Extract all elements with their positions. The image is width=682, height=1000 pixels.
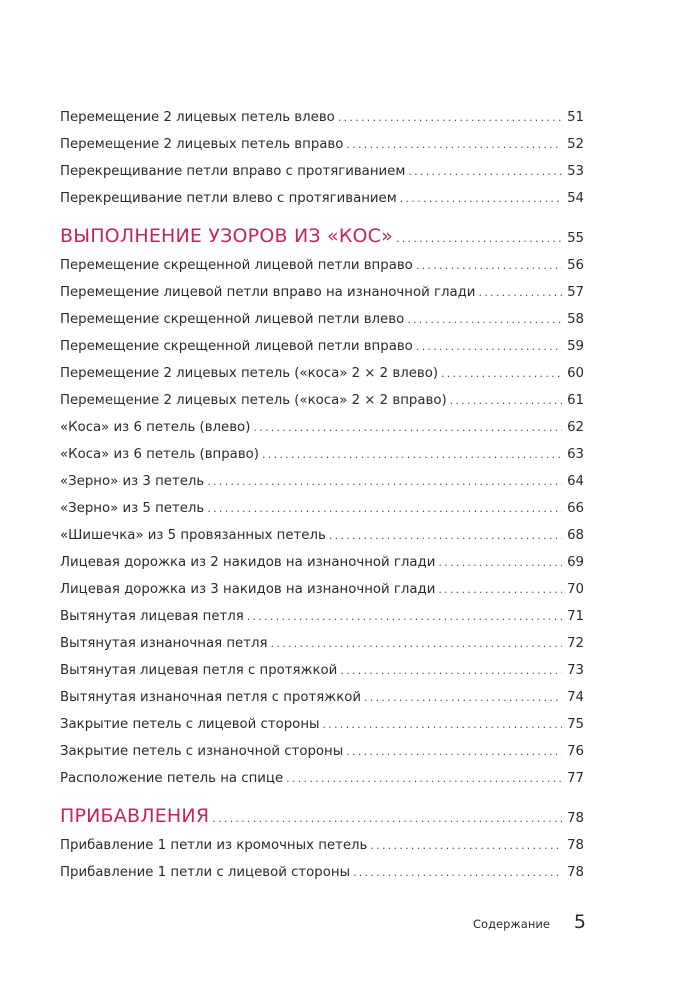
toc-entry <box>60 576 584 603</box>
toc-entry <box>60 252 584 279</box>
toc-page-number: 59 <box>567 339 584 354</box>
toc-page-number: 61 <box>567 393 584 408</box>
toc-entry-title: Перемещение скрещенной лицевой петли влево <box>60 312 405 327</box>
dot-leader <box>340 657 562 684</box>
toc-entry-title: «Коса» из 6 петель (вправо) <box>60 447 259 462</box>
toc-entry <box>60 859 584 886</box>
dot-leader <box>270 630 562 657</box>
toc-entry-title: Вытянутая лицевая петля с протяжкой <box>60 663 338 678</box>
toc-entry-title: Прибавление 1 петли с лицевой стороны <box>60 865 351 880</box>
toc-entry <box>60 495 584 522</box>
toc-entry <box>60 657 584 684</box>
toc-page-number: 56 <box>567 258 584 273</box>
toc-section-title: ВЫПОЛНЕНИЕ УЗОРОВ ИЗ «КОС» <box>60 225 393 247</box>
toc-entry-title: Расположение петель на спице <box>60 771 284 786</box>
toc-entry <box>60 185 584 212</box>
toc-entry-title: «Зерно» из 5 петель <box>60 501 205 516</box>
toc-entry-title: Закрытие петель с изнаночной стороны <box>60 744 344 759</box>
toc-page-number: 69 <box>567 555 584 570</box>
toc-page-number: 51 <box>567 110 584 125</box>
toc-section-heading <box>60 800 584 832</box>
dot-leader <box>416 333 562 360</box>
page-footer <box>473 911 586 933</box>
toc-entry <box>60 522 584 549</box>
toc-entry-title: Лицевая дорожка из 2 накидов на изнаночной глади <box>60 555 436 570</box>
toc-entry <box>60 630 584 657</box>
dot-leader <box>247 603 562 630</box>
toc-entry-title: Закрытие петель с лицевой стороны <box>60 717 320 732</box>
dot-leader <box>286 765 562 792</box>
dot-leader <box>438 549 562 576</box>
toc-entry <box>60 603 584 630</box>
toc-entry-title: Перекрещивание петли влево с протягиванием <box>60 191 397 206</box>
toc-page-number: 66 <box>567 501 584 516</box>
toc-page-number: 76 <box>567 744 584 759</box>
toc-page-number: 78 <box>567 838 584 853</box>
toc-entry <box>60 441 584 468</box>
dot-leader <box>478 279 562 306</box>
toc-entry <box>60 360 584 387</box>
toc-entry <box>60 549 584 576</box>
toc-entry <box>60 765 584 792</box>
toc-entry <box>60 306 584 333</box>
toc-page-number: 64 <box>567 474 584 489</box>
page-number: 5 <box>573 911 586 933</box>
dot-leader <box>407 306 562 333</box>
dot-leader <box>207 468 562 495</box>
toc-entry <box>60 468 584 495</box>
toc-entry <box>60 131 584 158</box>
dot-leader <box>441 360 562 387</box>
dot-leader <box>346 738 562 765</box>
dot-leader <box>207 495 562 522</box>
toc-entry-title: Перекрещивание петли вправо с протягиванием <box>60 164 406 179</box>
toc-page-number: 60 <box>567 366 584 381</box>
toc-page-number: 78 <box>567 865 584 880</box>
toc-entry-title: «Шишечка» из 5 провязанных петель <box>60 528 326 543</box>
toc-entry-title: Вытянутая изнаночная петля с протяжкой <box>60 690 362 705</box>
toc-entry <box>60 158 584 185</box>
toc-entry-title: Вытянутая изнаночная петля <box>60 636 268 651</box>
toc-page-number: 72 <box>567 636 584 651</box>
toc-page-number: 68 <box>567 528 584 543</box>
dot-leader <box>262 441 562 468</box>
toc-page-number: 71 <box>567 609 584 624</box>
toc-page-number: 73 <box>567 663 584 678</box>
dot-leader <box>353 859 562 886</box>
toc-entry <box>60 104 584 131</box>
dot-leader <box>416 252 562 279</box>
toc-page-number: 52 <box>567 137 584 152</box>
dot-leader <box>346 131 562 158</box>
toc-entry-title: Перемещение 2 лицевых петель влево <box>60 110 335 125</box>
toc-page-number: 77 <box>567 771 584 786</box>
toc-entry-title: «Зерно» из 3 петель <box>60 474 205 489</box>
dot-leader <box>323 711 562 738</box>
toc-entry <box>60 738 584 765</box>
dot-leader <box>438 576 562 603</box>
dot-leader <box>253 414 562 441</box>
toc-entry <box>60 333 584 360</box>
toc-entry-title: Перемещение 2 лицевых петель («коса» 2 × 2 влево) <box>60 366 439 381</box>
toc-entry-title: Лицевая дорожка из 3 накидов на изнаночной глади <box>60 582 436 597</box>
toc-section-title: ПРИБАВЛЕНИЯ <box>60 805 210 827</box>
toc-page-number: 63 <box>567 447 584 462</box>
toc-entry <box>60 684 584 711</box>
toc-section-heading <box>60 220 584 252</box>
toc-page-number: 75 <box>567 717 584 732</box>
toc-page-number: 53 <box>567 164 584 179</box>
toc-page-number: 54 <box>567 191 584 206</box>
dot-leader <box>212 803 562 832</box>
dot-leader <box>364 684 562 711</box>
dot-leader <box>400 185 562 212</box>
toc-page-number: 70 <box>567 582 584 597</box>
toc-entry-title: Перемещение лицевой петли вправо на изнаночной глади <box>60 285 476 300</box>
dot-leader <box>370 832 562 859</box>
dot-leader <box>338 104 562 131</box>
toc-entry-title: Перемещение 2 лицевых петель вправо <box>60 137 344 152</box>
dot-leader <box>329 522 562 549</box>
toc-entry-title: Вытянутая лицевая петля <box>60 609 244 624</box>
toc-page-number: 74 <box>567 690 584 705</box>
toc-entry <box>60 711 584 738</box>
toc-entry-title: Прибавление 1 петли из кромочных петель <box>60 838 368 853</box>
dot-leader <box>396 223 562 252</box>
footer-section-label: Содержание <box>473 917 550 931</box>
toc-entry <box>60 414 584 441</box>
table-of-contents <box>60 104 584 886</box>
dot-leader <box>450 387 562 414</box>
dot-leader <box>408 158 562 185</box>
toc-page-number: 58 <box>567 312 584 327</box>
toc-entry-title: Перемещение 2 лицевых петель («коса» 2 × 2 вправо) <box>60 393 447 408</box>
toc-page-number: 78 <box>567 811 584 826</box>
toc-page-number: 55 <box>567 231 584 246</box>
toc-entry <box>60 832 584 859</box>
toc-entry-title: «Коса» из 6 петель (влево) <box>60 420 251 435</box>
toc-page-number: 57 <box>567 285 584 300</box>
toc-entry-title: Перемещение скрещенной лицевой петли вправо <box>60 339 413 354</box>
toc-entry <box>60 279 584 306</box>
toc-page-number: 62 <box>567 420 584 435</box>
toc-entry <box>60 387 584 414</box>
toc-entry-title: Перемещение скрещенной лицевой петли вправо <box>60 258 413 273</box>
